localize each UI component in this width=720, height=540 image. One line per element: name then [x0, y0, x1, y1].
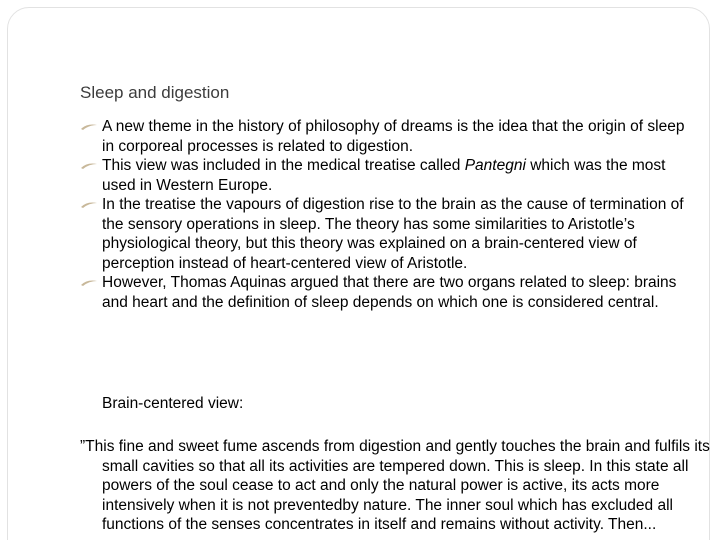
subheading: Brain-centered view:	[102, 395, 244, 412]
bullet-swoosh-icon	[80, 162, 98, 170]
bullet-text: which was the most used in Western Europe.	[102, 157, 666, 194]
quote-paragraph: ”This fine and sweet fume ascends from digestion and gently touches the brain and fulfils its small cavities so that all its activities are tempered down. This is sleep. In this state all powers of the soul cease to act and only the natural power is active, its acts more intensively when it is not preventedby nature. The inner soul which has excluded all functions of the senses concentrates in itself and remains without activity. Then...	[80, 438, 710, 533]
bullet-item	[80, 117, 690, 156]
bullet-italic-text: Pantegni	[464, 157, 526, 174]
bullet-swoosh-icon	[80, 279, 98, 287]
bullet-item	[80, 156, 690, 195]
bullet-swoosh-icon	[80, 123, 98, 131]
bullet-swoosh-icon	[80, 201, 98, 209]
bullet-list	[80, 117, 690, 312]
bullet-text: A new theme in the history of philosophy of dreams is the idea that the origin of sleep in corporeal processes is related to digestion.	[102, 118, 685, 155]
bullet-text: In the treatise the vapours of digestion rise to the brain as the cause of termination of the sensory operations in sleep. The theory has some similarities to Aristotle’s physiological theory, but this theory was explained on a brain-centered view of perception instead of heart-centered view of Aristotle.	[102, 196, 684, 272]
slide-title: Sleep and digestion	[80, 83, 230, 102]
bullet-text: This view was included in the medical treatise called	[102, 157, 465, 174]
bullet-text: However, Thomas Aquinas argued that there are two organs related to sleep: brains and heart and the definition of sleep depends on which one is considered central.	[102, 274, 677, 311]
bullet-item	[80, 273, 690, 312]
bullet-item	[80, 195, 690, 273]
